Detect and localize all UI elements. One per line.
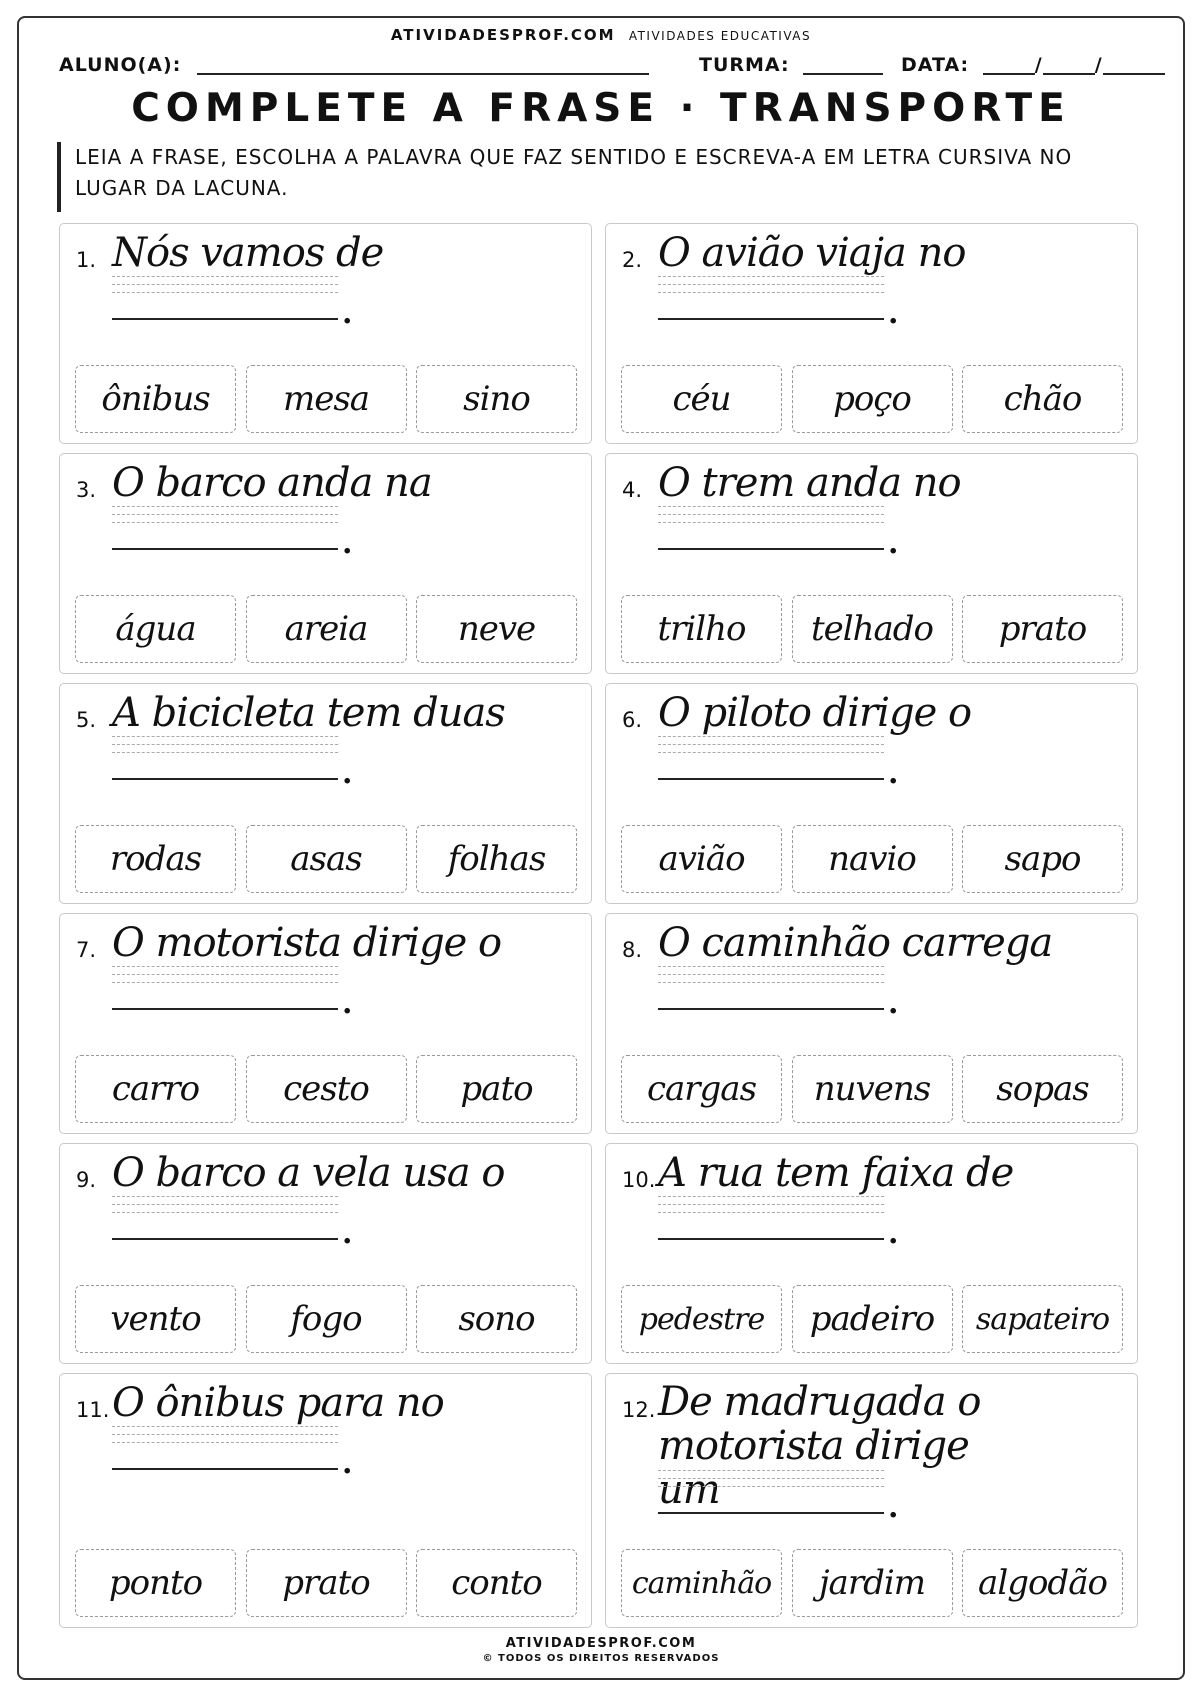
guide-line [658, 1478, 884, 1479]
exercise-sentence: A rua tem faixa de [658, 1150, 1014, 1196]
writing-line [658, 548, 884, 550]
exercise-sentence: O ônibus para no [112, 1380, 444, 1426]
word-options [621, 825, 1123, 893]
sentence-period: . [888, 986, 899, 1021]
word-option[interactable]: neve [416, 595, 577, 663]
student-field [59, 54, 649, 76]
exercise-card [605, 453, 1138, 674]
sentence-period: . [342, 756, 353, 791]
guide-line [658, 1196, 884, 1197]
word-option[interactable]: padeiro [792, 1285, 953, 1353]
guide-line [658, 966, 884, 967]
guide-line [112, 966, 338, 967]
exercise-card [59, 453, 592, 674]
word-option[interactable]: céu [621, 365, 782, 433]
exercise-number: 12. [622, 1398, 656, 1422]
worksheet [17, 16, 1185, 1680]
guide-line [112, 1204, 338, 1205]
instruction-text: LEIA A FRASE, ESCOLHA A PALAVRA QUE FAZ SENTIDO E ESCREVA-A EM LETRA CURSIVA NO LUGAR DA LACUNA. [57, 142, 1117, 212]
word-option[interactable]: sapateiro [962, 1285, 1123, 1353]
class-label: TURMA: [699, 54, 790, 76]
word-option[interactable]: areia [246, 595, 407, 663]
writing-line [658, 318, 884, 320]
guide-line [112, 522, 338, 523]
answer-blank[interactable] [658, 966, 899, 1021]
sentence-period: . [888, 296, 899, 331]
guide-line [112, 1212, 338, 1213]
word-options [75, 595, 577, 663]
guide-line [112, 1442, 338, 1443]
exercise-card [605, 1373, 1138, 1628]
word-option[interactable]: ponto [75, 1549, 236, 1617]
exercise-sentence: O barco a vela usa o [112, 1150, 505, 1196]
guide-line [658, 292, 884, 293]
word-option[interactable]: sino [416, 365, 577, 433]
date-month-line[interactable] [1043, 55, 1095, 75]
guide-line [112, 514, 338, 515]
word-option[interactable]: carro [75, 1055, 236, 1123]
word-option[interactable]: trilho [621, 595, 782, 663]
word-option[interactable]: fogo [246, 1285, 407, 1353]
guide-line [112, 736, 338, 737]
word-options [621, 365, 1123, 433]
exercise-card [605, 223, 1138, 444]
writing-line [112, 778, 338, 780]
guide-line [658, 514, 884, 515]
exercise-card [605, 683, 1138, 904]
date-label: DATA: [901, 54, 970, 76]
answer-blank[interactable] [658, 1470, 899, 1525]
exercise-sentence: O avião viaja no [658, 230, 966, 276]
word-options [75, 1055, 577, 1123]
guide-line [112, 974, 338, 975]
exercise-sentence: O piloto dirige o [658, 690, 972, 736]
site-tagline: ATIVIDADES EDUCATIVAS [628, 29, 812, 43]
footer-rights: © TODOS OS DIREITOS RESERVADOS [482, 1653, 720, 1664]
exercise-sentence: Nós vamos de [112, 230, 384, 276]
word-option[interactable]: chão [962, 365, 1123, 433]
exercise-sentence: O caminhão carrega [658, 920, 1053, 966]
word-option[interactable]: sono [416, 1285, 577, 1353]
sentence-period: . [342, 296, 353, 331]
writing-line [658, 1512, 884, 1514]
word-option[interactable]: cargas [621, 1055, 782, 1123]
word-option[interactable]: sapo [962, 825, 1123, 893]
writing-line [658, 1238, 884, 1240]
writing-line [112, 1468, 338, 1470]
exercise-card [59, 1143, 592, 1364]
exercise-sentence: O barco anda na [112, 460, 432, 506]
guide-line [658, 1204, 884, 1205]
guide-line [112, 1196, 338, 1197]
exercise-card [605, 913, 1138, 1134]
footer-site-name: ATIVIDADESPROF.COM [505, 1636, 697, 1651]
answer-blank[interactable] [112, 1426, 353, 1481]
word-option[interactable]: cesto [246, 1055, 407, 1123]
site-header [19, 26, 1183, 44]
exercise-number: 4. [622, 478, 643, 502]
student-label: ALUNO(A): [59, 54, 182, 76]
page-footer [19, 1636, 1183, 1664]
answer-blank[interactable] [112, 506, 353, 561]
exercise-sentence: De madrugada o motorista dirige um [658, 1379, 981, 1513]
sentence-period: . [342, 1216, 353, 1251]
guide-line [658, 974, 884, 975]
exercise-number: 6. [622, 708, 643, 732]
sentence-period: . [342, 526, 353, 561]
guide-line [112, 284, 338, 285]
word-option[interactable]: mesa [246, 365, 407, 433]
word-options [621, 595, 1123, 663]
word-option[interactable]: água [75, 595, 236, 663]
answer-blank[interactable] [658, 506, 899, 561]
exercise-number: 10. [622, 1168, 656, 1192]
exercise-card [59, 1373, 592, 1628]
guide-line [658, 506, 884, 507]
site-name: ATIVIDADESPROF.COM [390, 26, 616, 44]
exercise-number: 11. [76, 1398, 110, 1422]
sentence-period: . [888, 1216, 899, 1251]
answer-blank[interactable] [658, 276, 899, 331]
guide-line [112, 1426, 338, 1427]
exercise-number: 1. [76, 248, 97, 272]
sentence-period: . [342, 986, 353, 1021]
sentence-period: . [888, 1490, 899, 1525]
sentence-period: . [888, 526, 899, 561]
exercise-card [605, 1143, 1138, 1364]
exercise-card [59, 223, 592, 444]
exercise-number: 5. [76, 708, 97, 732]
writing-line [112, 1008, 338, 1010]
word-option[interactable]: sopas [962, 1055, 1123, 1123]
word-option[interactable]: telhado [792, 595, 953, 663]
guide-line [658, 744, 884, 745]
word-option[interactable]: caminhão [621, 1549, 782, 1617]
guide-line [658, 736, 884, 737]
word-options [621, 1549, 1123, 1617]
date-year-line[interactable] [1103, 55, 1165, 75]
word-options [621, 1285, 1123, 1353]
guide-line [658, 752, 884, 753]
exercise-number: 8. [622, 938, 643, 962]
word-option[interactable]: folhas [416, 825, 577, 893]
exercise-number: 9. [76, 1168, 97, 1192]
writing-line [658, 1008, 884, 1010]
word-option[interactable]: asas [246, 825, 407, 893]
word-options [75, 825, 577, 893]
word-options [75, 1285, 577, 1353]
guide-line [112, 752, 338, 753]
word-options [75, 1549, 577, 1617]
word-option[interactable]: algodão [962, 1549, 1123, 1617]
exercise-number: 3. [76, 478, 97, 502]
writing-line [112, 1238, 338, 1240]
student-name-line[interactable] [197, 55, 649, 75]
date-day-line[interactable] [983, 55, 1035, 75]
answer-blank[interactable] [112, 276, 353, 331]
exercise-sentence: A bicicleta tem duas [112, 690, 505, 736]
answer-blank[interactable] [658, 736, 899, 791]
word-option[interactable]: navio [792, 825, 953, 893]
word-option[interactable]: pato [416, 1055, 577, 1123]
class-line[interactable] [803, 55, 883, 75]
date-field [901, 54, 1165, 76]
answer-blank[interactable] [112, 1196, 353, 1251]
guide-line [658, 1486, 884, 1487]
writing-line [112, 548, 338, 550]
guide-line [658, 276, 884, 277]
guide-line [112, 982, 338, 983]
guide-line [112, 1434, 338, 1435]
word-options [75, 365, 577, 433]
exercise-card [59, 683, 592, 904]
guide-line [112, 276, 338, 277]
word-option[interactable]: vento [75, 1285, 236, 1353]
answer-blank[interactable] [112, 736, 353, 791]
class-field [699, 54, 883, 76]
exercise-number: 7. [76, 938, 97, 962]
writing-line [658, 778, 884, 780]
exercise-card [59, 913, 592, 1134]
word-options [621, 1055, 1123, 1123]
word-option[interactable]: ônibus [75, 365, 236, 433]
answer-blank[interactable] [658, 1196, 899, 1251]
word-option[interactable]: poço [792, 365, 953, 433]
exercise-number: 2. [622, 248, 643, 272]
page-title: COMPLETE A FRASE · TRANSPORTE [131, 86, 1071, 131]
student-info-row [59, 54, 1149, 84]
guide-line [112, 506, 338, 507]
exercise-sentence: O trem anda no [658, 460, 961, 506]
word-option[interactable]: avião [621, 825, 782, 893]
word-option[interactable]: rodas [75, 825, 236, 893]
word-option[interactable]: pedestre [621, 1285, 782, 1353]
sentence-period: . [888, 756, 899, 791]
guide-line [112, 292, 338, 293]
date-slash: / [1034, 54, 1043, 76]
guide-line [658, 522, 884, 523]
guide-line [658, 1470, 884, 1471]
exercise-sentence: O motorista dirige o [112, 920, 502, 966]
date-slash: / [1094, 54, 1103, 76]
guide-line [112, 744, 338, 745]
answer-blank[interactable] [112, 966, 353, 1021]
sentence-period: . [342, 1446, 353, 1481]
guide-line [658, 284, 884, 285]
word-option[interactable]: conto [416, 1549, 577, 1617]
guide-line [658, 1212, 884, 1213]
word-option[interactable]: nuvens [792, 1055, 953, 1123]
guide-line [658, 982, 884, 983]
word-option[interactable]: jardim [792, 1549, 953, 1617]
word-option[interactable]: prato [962, 595, 1123, 663]
word-option[interactable]: prato [246, 1549, 407, 1617]
writing-line [112, 318, 338, 320]
